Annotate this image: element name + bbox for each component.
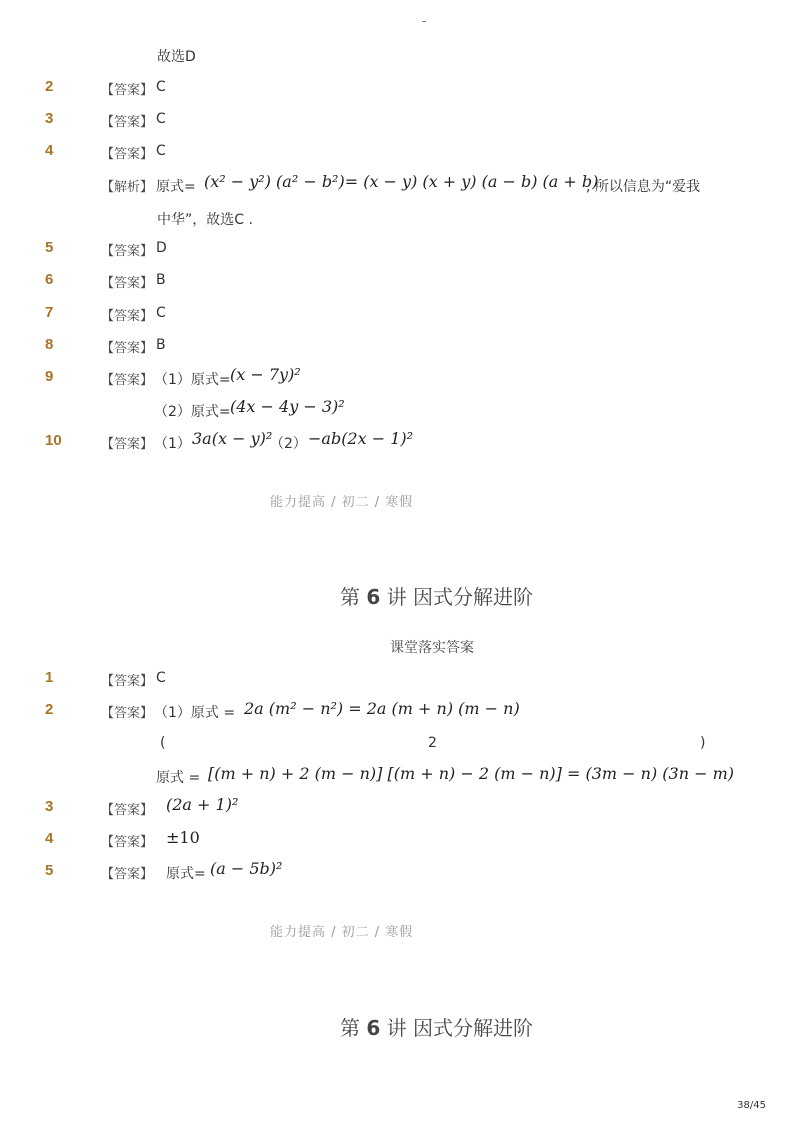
item-number: 5 [45, 239, 54, 256]
item-number: 3 [45, 798, 54, 815]
answer-prefix: 原式= [166, 866, 206, 882]
title-number: 6 [366, 1016, 381, 1040]
answer-formula: (2a + 1)² [166, 795, 239, 814]
part-1-prefix: （1）原式= [154, 372, 231, 388]
analysis-tail-line2: 中华”，故选C . [157, 212, 253, 228]
answer-text: C [156, 111, 166, 127]
part-1-prefix: （1）原式 = [154, 705, 236, 721]
title-suffix: 讲 因式分解进阶 [386, 585, 533, 609]
analysis-formula: (x² − y²) (a² − b²)= (x − y) (x + y) (a − b) (a + b) [204, 172, 599, 191]
part-2-prefix: 原式 = [156, 770, 201, 786]
section-subtitle: 课堂落实答案 [390, 640, 474, 656]
section-title [340, 1012, 533, 1041]
paren-mid: 2 [428, 735, 437, 751]
answer-text: B [156, 337, 166, 353]
part-2-formula: −ab(2x − 1)² [308, 429, 414, 448]
page-number: 38/45 [737, 1100, 766, 1111]
answer-text: C [156, 79, 166, 95]
answer-text: C [156, 143, 166, 159]
answer-tag: 【答案】 [101, 674, 154, 689]
part-1-prefix: （1） [154, 436, 191, 452]
item-number: 7 [45, 304, 54, 321]
part-2-prefix: （2）原式= [154, 404, 231, 420]
item-number: 3 [45, 110, 54, 127]
answer-text: B [156, 272, 166, 288]
answer-tag: 【答案】 [101, 309, 154, 324]
title-prefix: 第 [340, 585, 360, 609]
item-number: 5 [45, 862, 54, 879]
answer-text: D [156, 240, 167, 256]
paren-open: ( [160, 735, 166, 751]
answer-tag: 【答案】 [101, 115, 154, 130]
top-continuation-text: 故选D [157, 49, 196, 65]
paren-close: ) [700, 735, 706, 751]
item-number: 6 [45, 271, 54, 288]
part-1-formula: 2a (m² − n²) = 2a (m + n) (m − n) [244, 699, 520, 718]
analysis-tag: 【解析】 [101, 180, 154, 195]
answer-tag: 【答案】 [101, 437, 154, 452]
answer-tag: 【答案】 [101, 276, 154, 291]
part-2-formula: [(m + n) + 2 (m − n)] [(m + n) − 2 (m − n)] = (3m − n) (3n − m) [208, 764, 734, 783]
header-mark: - [422, 14, 427, 28]
section-title [340, 581, 533, 610]
title-suffix: 讲 因式分解进阶 [386, 1016, 533, 1040]
answer-text: C [156, 670, 166, 686]
answer-formula: (a − 5b)² [210, 859, 283, 878]
title-number: 6 [366, 585, 381, 609]
answer-tag: 【答案】 [101, 867, 154, 882]
answer-tag: 【答案】 [101, 83, 154, 98]
item-number: 2 [45, 78, 54, 95]
footer-label: 能力提高 / 初二 / 寒假 [270, 925, 414, 940]
answer-formula: ±10 [166, 828, 200, 847]
part-2-prefix: （2） [270, 436, 307, 452]
item-number: 8 [45, 336, 54, 353]
analysis-lead: 原式= [156, 179, 196, 195]
footer-label: 能力提高 / 初二 / 寒假 [270, 495, 414, 510]
answer-tag: 【答案】 [101, 835, 154, 850]
part-1-formula: 3a(x − y)² [192, 429, 273, 448]
item-number: 2 [45, 701, 54, 718]
answer-tag: 【答案】 [101, 373, 154, 388]
answer-tag: 【答案】 [101, 341, 154, 356]
answer-tag: 【答案】 [101, 147, 154, 162]
item-number: 4 [45, 830, 54, 847]
item-number: 9 [45, 368, 54, 385]
answer-tag: 【答案】 [101, 706, 154, 721]
title-prefix: 第 [340, 1016, 360, 1040]
part-1-formula: (x − 7y)² [230, 365, 301, 384]
item-number: 10 [45, 432, 62, 449]
part-2-formula: (4x − 4y − 3)² [230, 397, 345, 416]
analysis-tail-line1: , 所以信息为“爱我 [586, 179, 701, 195]
answer-tag: 【答案】 [101, 803, 154, 818]
answer-tag: 【答案】 [101, 244, 154, 259]
item-number: 4 [45, 142, 54, 159]
answer-text: C [156, 305, 166, 321]
item-number: 1 [45, 669, 54, 686]
